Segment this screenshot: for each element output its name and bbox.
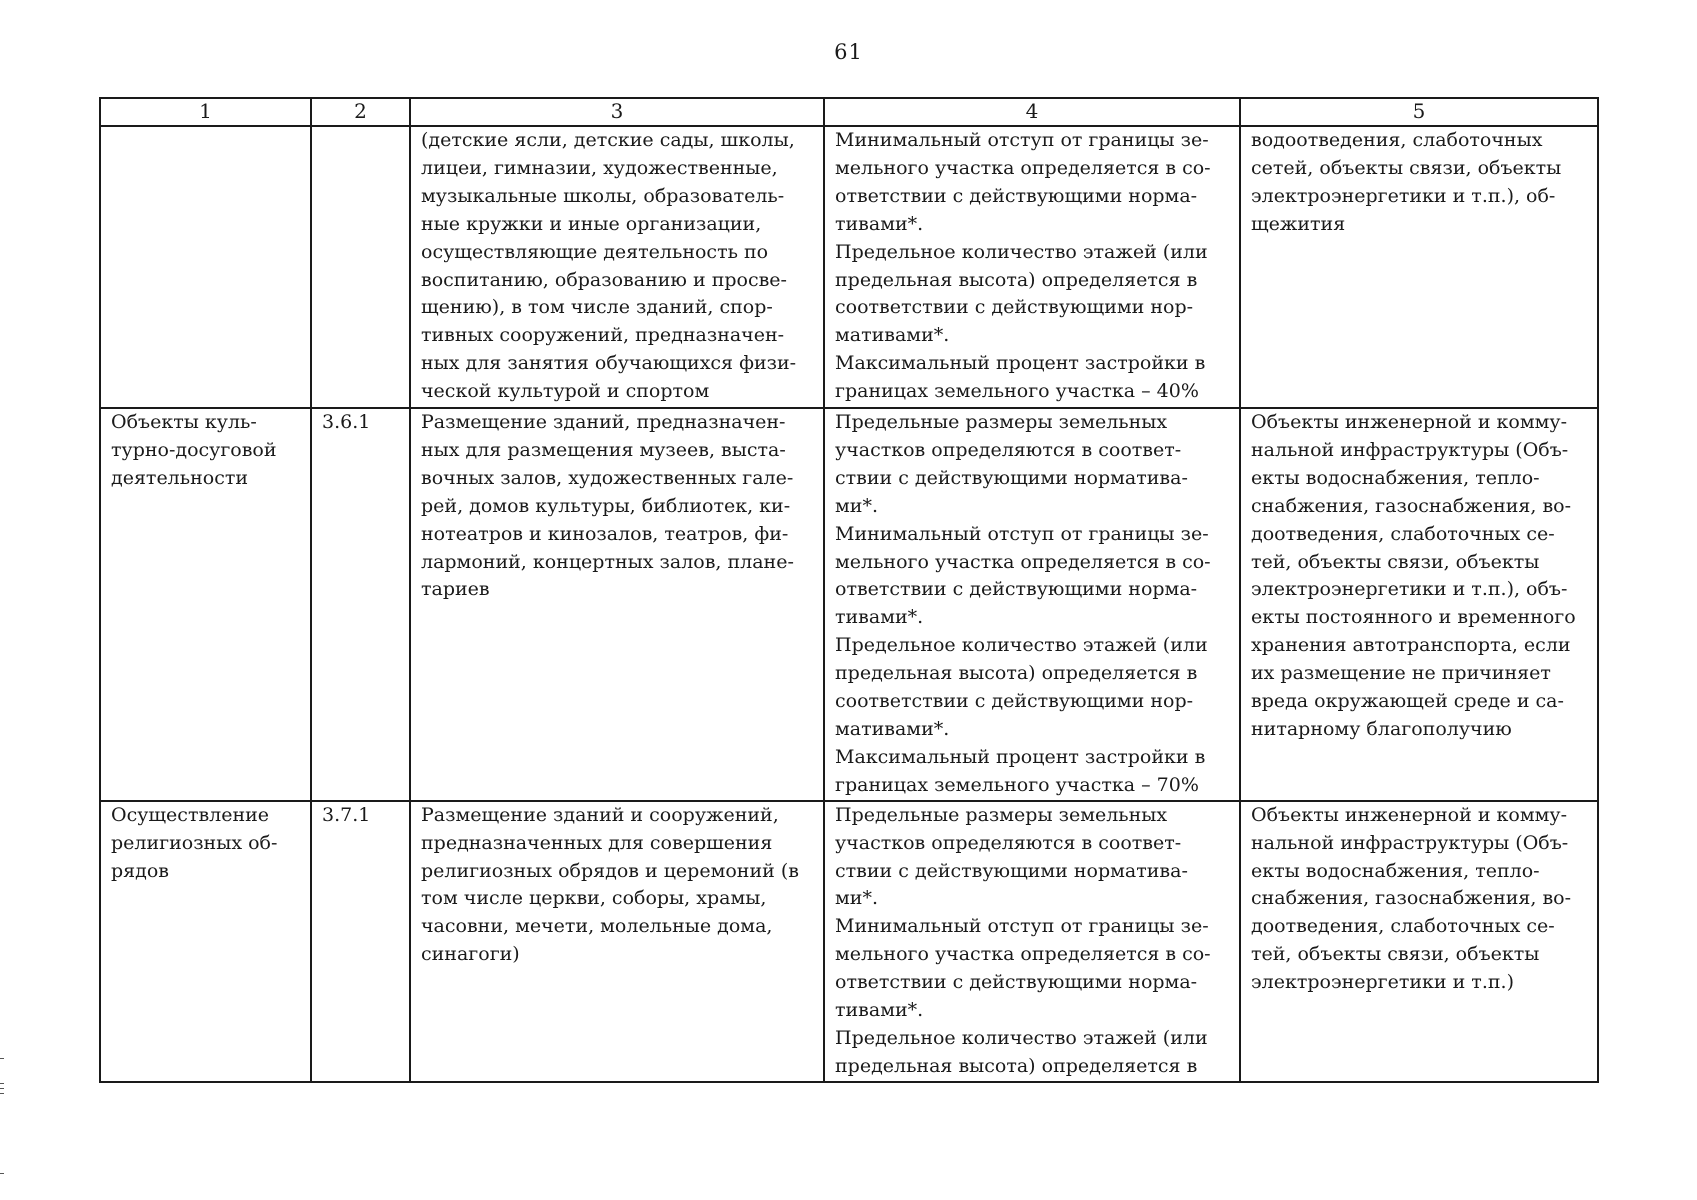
scan-mark [0, 1093, 4, 1094]
cell-text-line: екты водоснабжения, тепло- [1251, 859, 1540, 882]
cell-text-line: ответствии с действующими норма- [835, 971, 1198, 994]
column-header-2: 2 [311, 98, 410, 126]
object-type-cell [100, 126, 311, 408]
column-header-3: 3 [410, 98, 824, 126]
cell-text-line: музыкальные школы, образователь- [421, 184, 785, 207]
scan-mark [0, 1058, 4, 1059]
cell-text-line: предельная высота) определяется в [835, 662, 1198, 685]
cell-text-line: екты постоянного и временного [1251, 606, 1576, 629]
auxiliary-uses-cell [1240, 408, 1598, 801]
scan-mark [0, 1083, 4, 1084]
cell-text-line: ми*. [835, 494, 878, 517]
cell-text-line: 3.7.1 [322, 803, 371, 826]
cell-text-line: осуществляющие деятельность по [421, 240, 769, 263]
cell-text-line: электроэнергетики и т.п.), объ- [1251, 578, 1568, 601]
cell-text-line: тивами*. [835, 606, 924, 629]
cell-text-line: тивных сооружений, предназначен- [421, 324, 785, 347]
cell-text-line: электроэнергетики и т.п.) [1251, 971, 1514, 994]
cell-text-line: Предельные размеры земельных [835, 411, 1168, 433]
cell-text-line: участков определяются в соответ- [835, 831, 1182, 854]
cell-text-line: мельного участка определяется в со- [835, 156, 1211, 179]
code-cell [311, 408, 410, 801]
cell-text-line: доотведения, слаботочных се- [1251, 522, 1555, 545]
description-cell [410, 801, 824, 1082]
cell-text-line: мативами*. [835, 717, 950, 740]
cell-text-line: Минимальный отступ от границы зе- [835, 129, 1209, 151]
object-type-cell [100, 408, 311, 801]
cell-text-line: нальной инфраструктуры (Объ- [1251, 438, 1569, 461]
cell-text-line: турно-досуговой [111, 438, 277, 461]
cell-text-line: Предельные размеры земельных [835, 803, 1168, 826]
cell-text-line: ответствии с действующими норма- [835, 578, 1198, 601]
cell-text-line: ствии с действующими норматива- [835, 859, 1188, 882]
cell-text-line: религиозных об- [111, 831, 278, 854]
cell-text-line: Размещение зданий и сооружений, [421, 803, 779, 826]
page-number: 61 [834, 40, 863, 64]
object-type-cell [100, 801, 311, 1082]
cell-text-line: лицеи, гимназии, художественные, [421, 156, 778, 179]
cell-text-line: сетей, объекты связи, объекты [1251, 156, 1562, 179]
cell-text-line: деятельности [111, 466, 249, 489]
cell-text-line: Максимальный процент застройки в [835, 745, 1206, 768]
cell-text-line: ческой культурой и спортом [421, 380, 710, 403]
cell-text-line: водоотведения, слаботочных [1251, 129, 1543, 151]
cell-text-line: том числе церкви, соборы, храмы, [421, 887, 767, 910]
table-row [100, 801, 1598, 1082]
scan-mark [0, 1088, 4, 1089]
column-header-1: 1 [100, 98, 311, 126]
cell-text-line: тей, объекты связи, объекты [1251, 550, 1540, 573]
cell-text-line: ми*. [835, 887, 878, 910]
cell-text-line: Максимальный процент застройки в [835, 352, 1206, 375]
land-use-table [99, 97, 1599, 1083]
cell-text-line: предельная высота) определяется в [835, 1054, 1198, 1077]
cell-text-line: ных для размещения музеев, выста- [421, 438, 786, 461]
cell-text-line: лармоний, концертных залов, плане- [421, 550, 794, 573]
cell-text-line: Предельное количество этажей (или [835, 1026, 1208, 1049]
parameters-cell [824, 408, 1240, 801]
cell-text-line: 3.6.1 [322, 411, 371, 433]
column-header-4: 4 [824, 98, 1240, 126]
cell-text-line: синагоги) [421, 943, 520, 966]
cell-text-line: Объекты куль- [111, 411, 257, 433]
cell-text-line: мативами*. [835, 324, 950, 347]
cell-text-line: предельная высота) определяется в [835, 268, 1198, 291]
cell-text-line: Предельное количество этажей (или [835, 240, 1208, 263]
code-cell [311, 801, 410, 1082]
cell-text-line: тивами*. [835, 999, 924, 1022]
cell-text-line: соответствии с действующими нор- [835, 296, 1194, 319]
table-row [100, 126, 1598, 408]
column-header-5: 5 [1240, 98, 1598, 126]
cell-text-line: Осуществление [111, 803, 270, 826]
cell-text-line: нитарному благополучию [1251, 717, 1512, 740]
cell-text-line: тивами*. [835, 212, 924, 235]
cell-text-line: Минимальный отступ от границы зе- [835, 915, 1209, 938]
cell-text-line: предназначенных для совершения [421, 831, 773, 854]
cell-text-line: (детские ясли, детские сады, школы, [421, 129, 795, 151]
code-cell [311, 126, 410, 408]
table-body [100, 126, 1598, 1082]
cell-text-line: мельного участка определяется в со- [835, 550, 1211, 573]
cell-text-line: часовни, мечети, молельные дома, [421, 915, 773, 938]
cell-text-line: религиозных обрядов и церемоний (в [421, 859, 799, 882]
cell-text-line: Минимальный отступ от границы зе- [835, 522, 1209, 545]
auxiliary-uses-cell [1240, 801, 1598, 1082]
parameters-cell [824, 126, 1240, 408]
cell-text-line: снабжения, газоснабжения, во- [1251, 494, 1572, 517]
cell-text-line: ответствии с действующими норма- [835, 184, 1198, 207]
description-cell [410, 408, 824, 801]
description-cell [410, 126, 824, 408]
cell-text-line: ных для занятия обучающихся физи- [421, 352, 797, 375]
header-row [100, 98, 1598, 126]
cell-text-line: доотведения, слаботочных се- [1251, 915, 1555, 938]
cell-text-line: екты водоснабжения, тепло- [1251, 466, 1540, 489]
cell-text-line: Предельное количество этажей (или [835, 634, 1208, 657]
cell-text-line: границах земельного участка – 40% [835, 380, 1199, 403]
cell-text-line: хранения автотранспорта, если [1251, 634, 1571, 657]
auxiliary-uses-cell [1240, 126, 1598, 408]
cell-text-line: электроэнергетики и т.п.), об- [1251, 184, 1556, 207]
cell-text-line: снабжения, газоснабжения, во- [1251, 887, 1572, 910]
cell-text-line: Размещение зданий, предназначен- [421, 411, 786, 433]
cell-text-line: щежития [1251, 212, 1346, 235]
cell-text-line: тариев [421, 578, 490, 601]
cell-text-line: границах земельного участка – 70% [835, 773, 1199, 796]
cell-text-line: Объекты инженерной и комму- [1251, 803, 1567, 826]
cell-text-line: соответствии с действующими нор- [835, 690, 1194, 713]
cell-text-line: воспитанию, образованию и просве- [421, 268, 787, 291]
cell-text-line: рей, домов культуры, библиотек, ки- [421, 494, 791, 517]
cell-text-line: мельного участка определяется в со- [835, 943, 1211, 966]
cell-text-line: вочных залов, художественных гале- [421, 466, 794, 489]
cell-text-line: нотеатров и кинозалов, театров, фи- [421, 522, 789, 545]
cell-text-line: нальной инфраструктуры (Объ- [1251, 831, 1569, 854]
cell-text-line: ные кружки и иные организации, [421, 212, 762, 235]
cell-text-line: тей, объекты связи, объекты [1251, 943, 1540, 966]
cell-text-line: вреда окружающей среде и са- [1251, 690, 1564, 713]
parameters-cell [824, 801, 1240, 1082]
cell-text-line: рядов [111, 859, 169, 882]
cell-text-line: щению), в том числе зданий, спор- [421, 296, 773, 319]
scan-mark [0, 1173, 4, 1174]
table-row [100, 408, 1598, 801]
cell-text-line: ствии с действующими норматива- [835, 466, 1188, 489]
cell-text-line: Объекты инженерной и комму- [1251, 411, 1567, 433]
cell-text-line: их размещение не причиняет [1251, 662, 1551, 685]
cell-text-line: участков определяются в соответ- [835, 438, 1182, 461]
